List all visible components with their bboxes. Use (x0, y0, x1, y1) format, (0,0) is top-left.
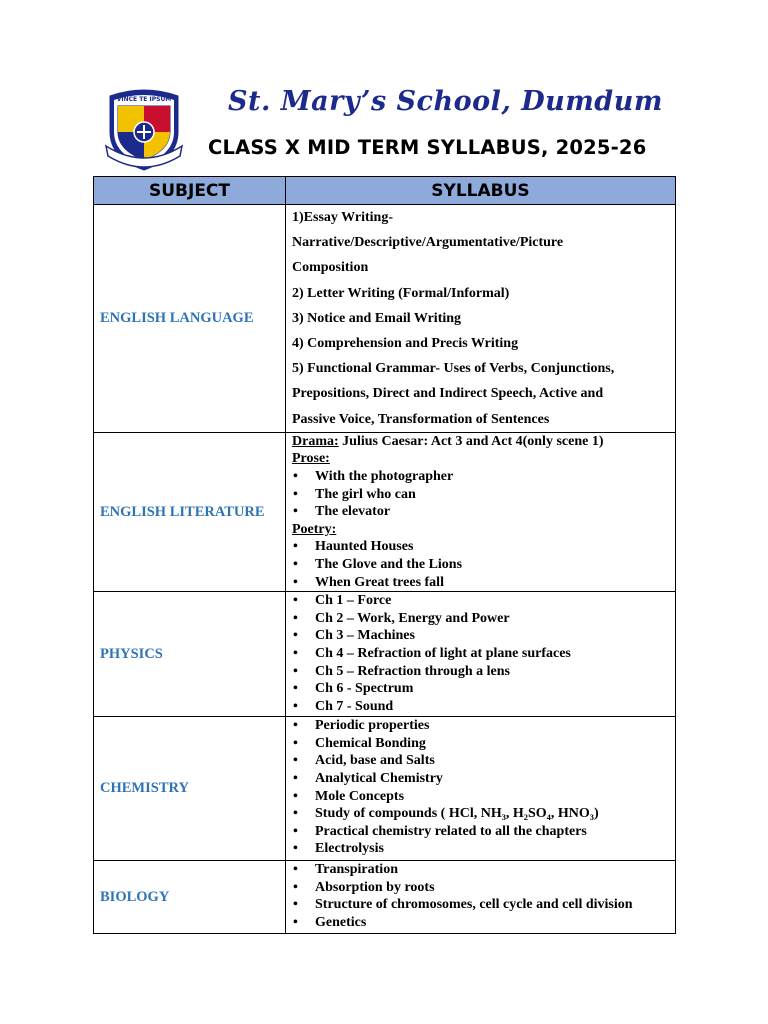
list-item: • Ch 2 – Work, Energy and Power (292, 610, 671, 628)
biology-list (292, 861, 671, 931)
crest-motto-text: VINCE TE IPSUM (116, 96, 172, 103)
list-item: • Ch 4 – Refraction of light at plane surfaces (292, 645, 671, 663)
table-header-row (94, 177, 676, 205)
list-item: • Analytical Chemistry (292, 770, 671, 788)
poetry-label: Poetry: (292, 521, 337, 537)
list-item: • Absorption by roots (292, 879, 671, 897)
list-item: • Periodic properties (292, 717, 671, 735)
list-item: • When Great trees fall (292, 574, 671, 592)
list-item: • Acid, base and Salts (292, 752, 671, 770)
prose-label: Prose: (292, 451, 330, 467)
subject-english-language: ENGLISH LANGUAGE (94, 205, 286, 433)
list-item: • Haunted Houses (292, 538, 671, 556)
list-item: • Chemical Bonding (292, 735, 671, 753)
drama-text: Julius Caesar: Act 3 and Act 4(only scene 1) (338, 433, 604, 449)
syllabus-line: 4) Comprehension and Precis Writing (292, 336, 519, 352)
list-item: • The elevator (292, 503, 671, 521)
syllabus-line: Composition (292, 260, 369, 276)
subject-english-literature: ENGLISH LITERATURE (94, 432, 286, 591)
list-item: • Study of compounds ( HCl, NH₃, H₂SO₄, HNO₃) (292, 805, 671, 823)
column-header-syllabus: SYLLABUS (286, 177, 676, 205)
column-header-subject: SUBJECT (94, 177, 286, 205)
school-name: St. Mary’s School, Dumdum (228, 86, 663, 117)
list-item: • Genetics (292, 914, 671, 932)
syllabus-physics (286, 592, 676, 717)
table-row-chemistry (94, 717, 676, 861)
physics-list (292, 592, 671, 715)
subject-chemistry: CHEMISTRY (94, 717, 286, 861)
list-item: • Ch 3 – Machines (292, 627, 671, 645)
syllabus-table (93, 176, 676, 934)
syllabus-line: Narrative/Descriptive/Argumentative/Picture (292, 235, 564, 251)
list-item: • Ch 5 – Refraction through a lens (292, 663, 671, 681)
table-row-english-literature (94, 432, 676, 591)
list-item: • Practical chemistry related to all the chapters (292, 823, 671, 841)
syllabus-chemistry (286, 717, 676, 861)
syllabus-line: 5) Functional Grammar- Uses of Verbs, Conjunctions, (292, 361, 615, 377)
list-item: • Ch 7 - Sound (292, 698, 671, 716)
list-item: • Mole Concepts (292, 788, 671, 806)
syllabus-line: 3) Notice and Email Writing (292, 310, 462, 326)
list-item: • Ch 6 - Spectrum (292, 680, 671, 698)
syllabus-line: Prepositions, Direct and Indirect Speech, Active and (292, 386, 604, 402)
syllabus-line: 2) Letter Writing (Formal/Informal) (292, 285, 510, 301)
chemistry-list (292, 717, 671, 858)
syllabus-english-language (286, 205, 676, 433)
syllabus-biology (286, 861, 676, 934)
list-item: • Electrolysis (292, 840, 671, 858)
table-row-biology (94, 861, 676, 934)
school-crest-logo (104, 86, 184, 172)
prose-list (292, 468, 671, 521)
list-item: • Transpiration (292, 861, 671, 879)
subject-biology: BIOLOGY (94, 861, 286, 934)
list-item: • Ch 1 – Force (292, 592, 671, 610)
list-item: • The girl who can (292, 486, 671, 504)
subject-physics: PHYSICS (94, 592, 286, 717)
drama-label: Drama: (292, 433, 339, 449)
list-item: • With the photographer (292, 468, 671, 486)
table-row-english-language (94, 205, 676, 433)
syllabus-line: 1)Essay Writing- (292, 210, 393, 225)
syllabus-english-literature (286, 432, 676, 591)
list-item: • The Glove and the Lions (292, 556, 671, 574)
list-item: • Structure of chromosomes, cell cycle and cell division (292, 896, 671, 914)
syllabus-line: Passive Voice, Transformation of Sentences (292, 411, 550, 427)
poetry-list (292, 538, 671, 591)
table-row-physics (94, 592, 676, 717)
page-title: CLASS X MID TERM SYLLABUS, 2025-26 (208, 136, 647, 159)
